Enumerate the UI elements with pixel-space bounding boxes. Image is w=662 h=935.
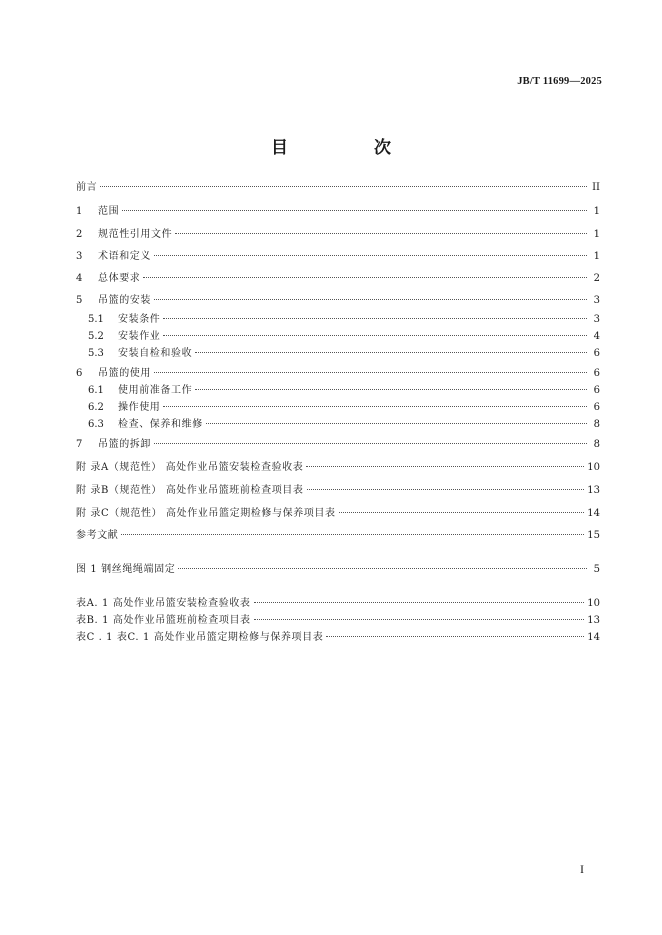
toc-label: 表C . 1 表C. 1 高处作业吊篮定期检修与保养项目表: [76, 632, 324, 643]
toc-page: 1: [593, 206, 600, 217]
toc-entry-2[interactable]: [76, 228, 600, 242]
toc-entry-references[interactable]: [76, 529, 600, 543]
toc-entry-table-b1[interactable]: [76, 614, 600, 628]
toc-entry-5-1[interactable]: [88, 313, 600, 327]
toc-number: 6.2: [88, 402, 104, 413]
toc-page: 14: [587, 632, 600, 643]
toc-entry-1[interactable]: [76, 205, 600, 219]
standard-code: JB/T 11699—2025: [517, 76, 602, 87]
toc-entry-3[interactable]: [76, 250, 600, 264]
toc-page: 6: [593, 402, 600, 413]
page-title: 目 次: [271, 138, 431, 158]
toc-page: 4: [593, 331, 600, 342]
toc-entry-appendix-b[interactable]: [76, 484, 600, 498]
toc-entry-appendix-c[interactable]: [76, 507, 600, 521]
toc-page: 13: [587, 485, 600, 496]
toc-entry-6-3[interactable]: [88, 418, 600, 432]
toc-label: 规范性引用文件: [98, 229, 173, 240]
toc-entry-5-2[interactable]: [88, 330, 600, 344]
toc-entry-6[interactable]: [76, 367, 600, 381]
toc-label: 总体要求: [98, 273, 141, 284]
leader-dots: [326, 636, 584, 637]
toc-label: 使用前准备工作: [118, 385, 193, 396]
leader-dots: [195, 389, 587, 390]
toc-label: 附 录A（规范性） 高处作业吊篮安装检查验收表: [76, 462, 304, 473]
toc-label: 图 1 钢丝绳绳端固定: [76, 564, 176, 575]
toc-number: 6.1: [88, 385, 104, 396]
toc-page: 6: [593, 348, 600, 359]
toc-page: 2: [593, 273, 600, 284]
leader-dots: [195, 352, 587, 353]
toc-entry-6-1[interactable]: [88, 384, 600, 398]
leader-dots: [154, 443, 587, 444]
toc-label: 参考文献: [76, 530, 119, 541]
leader-dots: [154, 255, 587, 256]
leader-dots: [254, 602, 585, 603]
toc-page: 1: [593, 229, 600, 240]
leader-dots: [143, 277, 587, 278]
toc-label: 表B. 1 高处作业吊篮班前检查项目表: [76, 615, 251, 626]
leader-dots: [339, 512, 585, 513]
toc-label: 附 录C（规范性） 高处作业吊篮定期检修与保养项目表: [76, 508, 336, 519]
toc-number: 1: [76, 206, 83, 217]
toc-page: 3: [593, 314, 600, 325]
toc-page: II: [592, 182, 600, 193]
toc-label: 吊篮的使用: [98, 368, 151, 379]
toc-label: 安装自检和验收: [118, 348, 193, 359]
toc-label: 吊篮的拆卸: [98, 439, 151, 450]
leader-dots: [121, 534, 584, 535]
toc-number: 4: [76, 273, 83, 284]
toc-entry-5[interactable]: [76, 294, 600, 308]
toc-entry-4[interactable]: [76, 272, 600, 286]
toc-entry-6-2[interactable]: [88, 401, 600, 415]
toc-page: 13: [587, 615, 600, 626]
toc-number: 5: [76, 295, 83, 306]
leader-dots: [100, 186, 587, 187]
toc-page: 6: [593, 385, 600, 396]
leader-dots: [163, 318, 587, 319]
toc-page: 5: [593, 564, 600, 575]
leader-dots: [307, 489, 585, 490]
toc-label: 表A. 1 高处作业吊篮安装检查验收表: [76, 598, 251, 609]
toc-page: 6: [593, 368, 600, 379]
toc-label: 范围: [98, 206, 120, 217]
toc-page: 8: [593, 419, 600, 430]
leader-dots: [163, 406, 587, 407]
leader-dots: [175, 233, 587, 234]
toc-number: 5.2: [88, 331, 104, 342]
toc-label: 检查、保养和维修: [118, 419, 203, 430]
toc-page: 10: [587, 598, 600, 609]
toc-number: 6.3: [88, 419, 104, 430]
toc-number: 5.1: [88, 314, 104, 325]
leader-dots: [154, 299, 587, 300]
toc-entry-figure-1[interactable]: [76, 563, 600, 577]
toc-page: 10: [587, 462, 600, 473]
toc-entry-table-a1[interactable]: [76, 597, 600, 611]
toc-page: 15: [587, 530, 600, 541]
toc-label: 前言: [76, 182, 98, 193]
leader-dots: [154, 372, 587, 373]
toc-page: 8: [593, 439, 600, 450]
toc-page: 1: [593, 251, 600, 262]
toc-entry-table-c1[interactable]: [76, 631, 600, 645]
leader-dots: [306, 466, 584, 467]
leader-dots: [122, 210, 587, 211]
toc-label: 术语和定义: [98, 251, 151, 262]
toc-number: 3: [76, 251, 83, 262]
leader-dots: [163, 335, 587, 336]
leader-dots: [254, 619, 585, 620]
toc-entry-appendix-a[interactable]: [76, 461, 600, 475]
toc-label: 附 录B（规范性） 高处作业吊篮班前检查项目表: [76, 485, 304, 496]
leader-dots: [178, 568, 587, 569]
toc-page: 14: [587, 508, 600, 519]
toc-entry-foreword[interactable]: [76, 181, 600, 195]
toc-label: 安装作业: [118, 331, 161, 342]
leader-dots: [206, 423, 587, 424]
toc-label: 操作使用: [118, 402, 161, 413]
toc-number: 5.3: [88, 348, 104, 359]
toc-entry-5-3[interactable]: [88, 347, 600, 361]
page-number: I: [580, 862, 584, 876]
toc-label: 安装条件: [118, 314, 161, 325]
toc-label: 吊篮的安装: [98, 295, 151, 306]
toc-number: 7: [76, 439, 83, 450]
toc-number: 6: [76, 368, 83, 379]
toc-page: 3: [593, 295, 600, 306]
toc-number: 2: [76, 229, 83, 240]
toc-entry-7[interactable]: [76, 438, 600, 452]
